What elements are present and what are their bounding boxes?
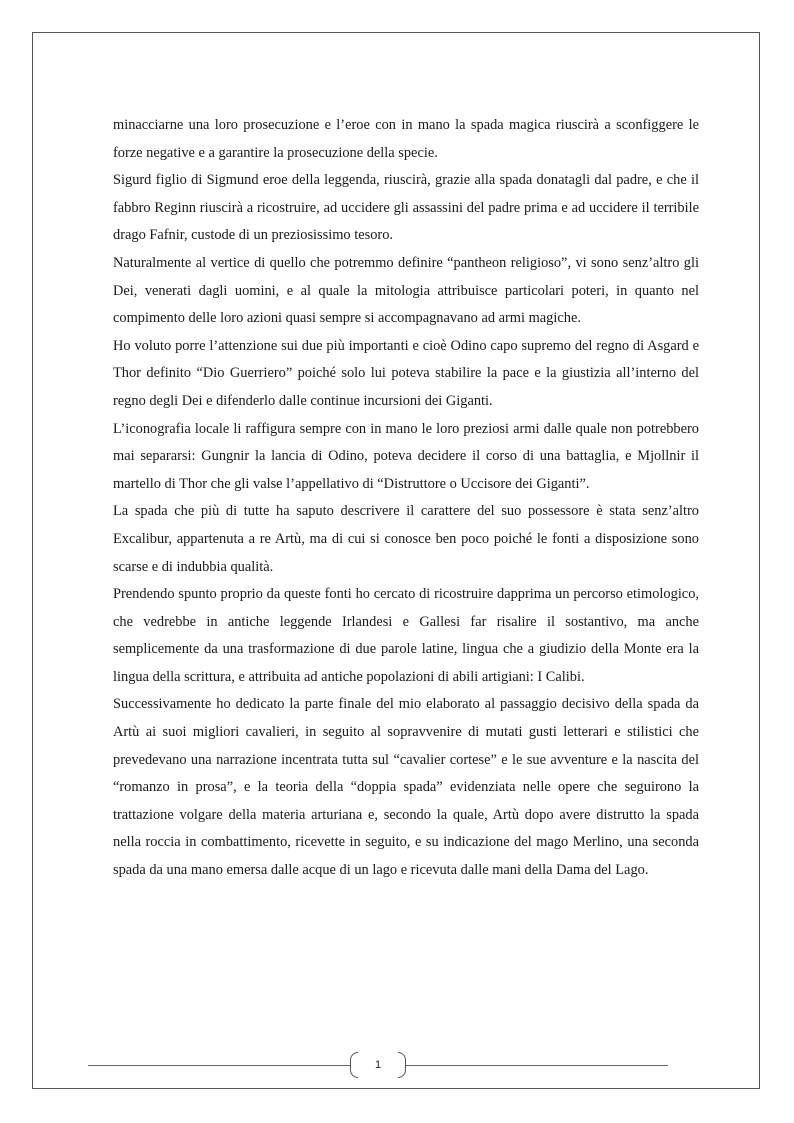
page-number-box [350,1052,406,1078]
paragraph: Prendendo spunto proprio da queste fonti ho cercato di ricostruire dapprima un percorso etimologico, che vedrebbe in antiche leggende Irlandesi e Gallesi far risalire il sostantivo, ma anche semplicemente da una trasformazione di due parole latine, lingua che a giudizio della Monte era la lingua della scrittura, e attribuita ad antiche popolazioni di abili artigiani: I Calibi. [113,586,699,685]
paragraph: L’iconografia locale li raffigura sempre con in mano le loro preziosi armi dalle quale non potrebbero mai separarsi: Gungnir la lancia di Odino, poteva decidere il corso di una battaglia, e Mjollnir il martello di Thor che gli valse l’appellativo di “Distruttore o Uccisore dei Giganti”. [113,420,699,492]
footer-rule-left [88,1065,350,1066]
document-body [113,112,699,885]
paragraph: La spada che più di tutte ha saputo descrivere il carattere del suo possessore è stata senz’altro Excalibur, appartenuta a re Artù, ma di cui si conosce ben poco poiché le fonti a disposizione sono scarse e di indubbia qualità. [113,503,699,575]
paragraph: minacciarne una loro prosecuzione e l’eroe con in mano la spada magica riuscirà a sconfiggere le forze negative e a garantire la prosecuzione della specie. [113,117,699,161]
page-number: 1 [374,1059,382,1071]
paragraph: Sigurd figlio di Sigmund eroe della leggenda, riuscirà, grazie alla spada donatagli dal padre, e che il fabbro Reginn riuscirà a ricostruire, ad uccidere gli assassini del padre prima e ad uccidere il terribile drago Fafnir, custode di un preziosissimo tesoro. [113,172,699,244]
right-brace-icon [398,1052,406,1078]
paragraph: Successivamente ho dedicato la parte finale del mio elaborato al passaggio decisivo della spada da Artù ai suoi migliori cavalieri, in seguito al sopravvenire di mutati gusti letterari e stilistici che prevedevano una narrazione incentrata tutta sul “cavalier cortese” e le sue avventure e la nascita del “romanzo in prosa”, e la teoria della “doppia spada” evidenziata nelle opere che seguirono la trattazione volgare della materia arturiana e, secondo la quale, Artù dopo avere distrutto la spada nella roccia in combattimento, ricevette in seguito, e su indicazione del mago Merlino, una seconda spada da una mano emersa dalle acque di un lago e ricevuta dalle mani della Dama del Lago. [113,696,699,879]
footer-rule-right [406,1065,668,1066]
paragraph: Naturalmente al vertice di quello che potremmo definire “pantheon religioso”, vi sono senz’altro gli Dei, venerati dagli uomini, e al quale la mitologia attribuisce particolari poteri, in quanto nel compimento delle loro azioni quasi sempre si accompagnavano ad armi magiche. [113,254,699,327]
left-brace-icon [350,1052,358,1078]
paragraph: Ho voluto porre l’attenzione sui due più importanti e cioè Odino capo supremo del regno di Asgard e Thor definito “Dio Guerriero” poiché solo lui poteva stabilire la pace e la giustizia all’interno del regno degli Dei e difenderlo dalle continue incursioni dei Giganti. [113,337,699,409]
